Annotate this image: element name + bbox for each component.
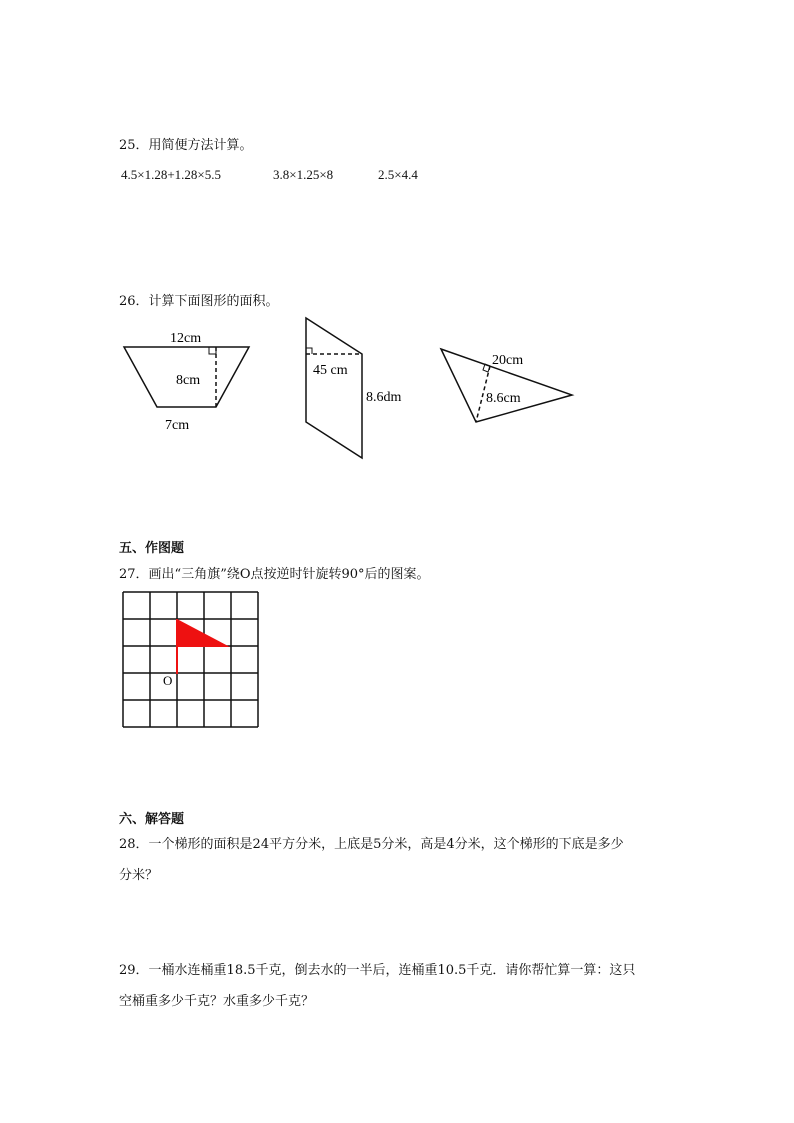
q25-title: 25．用简便方法计算。 [119,138,253,153]
parallelogram-right-angle-mark [306,348,312,354]
triangle-height-label: 8.6cm [486,391,521,406]
rotation-grid [120,590,260,730]
q25-expression-3: 2.5×4.4 [378,167,418,182]
grid-lines [123,592,258,727]
triangle-figure [441,349,572,422]
point-o-label: O [163,673,173,688]
parallelogram-height-label: 45 cm [313,363,348,378]
q28-line-2: 分米？ [119,868,159,883]
triangle-base-label: 20cm [492,353,524,368]
parallelogram-figure [306,318,402,458]
q28-line-1: 28．一个梯形的面积是24平方分米，上底是5分米，高是4分米，这个梯形的下底是多少 [119,837,624,852]
parallelogram-shape [306,318,362,458]
q25-expression-1: 4.5×1.28+1.28×5.5 [121,167,221,182]
trapezoid-top-label: 12cm [170,331,202,346]
q25-expression-2: 3.8×1.25×8 [273,167,334,182]
section-6-heading: 六、解答题 [119,812,185,827]
q29-line-2: 空桶重多少千克？水重多少千克？ [119,994,315,1009]
trapezoid-height-label: 8cm [176,373,201,388]
q27-title: 27．画出“三角旗”绕O点按逆时针旋转90°后的图案。 [119,567,430,582]
section-5-heading: 五、作图题 [119,541,185,556]
trapezoid-figure [124,331,249,433]
parallelogram-side-label: 8.6dm [366,390,402,405]
q26-figures [0,0,794,480]
q29-line-1: 29．一桶水连桶重18.5千克，倒去水的一半后，连桶重10.5千克．请你帮忙算一算：这只 [119,963,636,978]
trapezoid-right-angle-mark [209,347,216,354]
trapezoid-bottom-label: 7cm [165,418,190,433]
q26-title: 26．计算下面图形的面积。 [119,294,279,309]
